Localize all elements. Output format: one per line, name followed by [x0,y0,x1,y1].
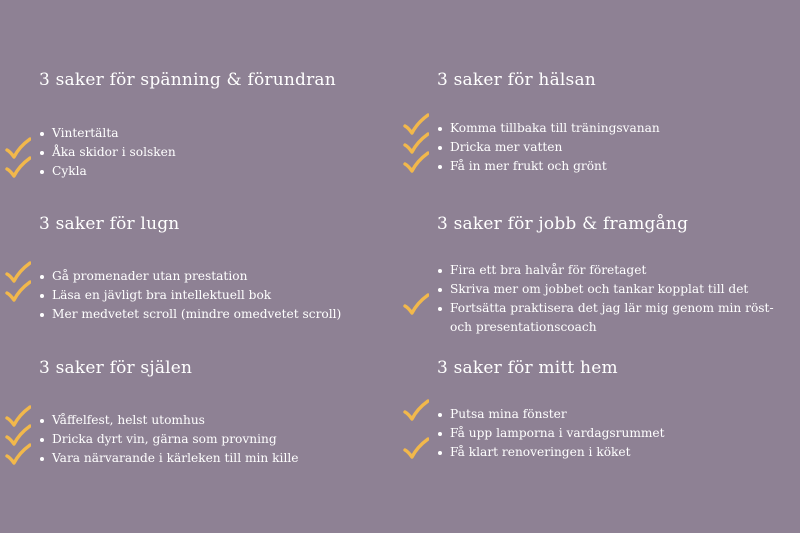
section-title: 3 saker för lugn [39,214,180,234]
list-item [39,162,176,181]
list-item [437,424,665,443]
item-text: Få upp lamporna i vardagsrummet [450,426,665,440]
list-item [437,280,780,299]
section-title: 3 saker för jobb & framgång [437,214,689,234]
item-list [437,119,660,176]
item-text: Få in mer frukt och grönt [450,159,607,173]
list-item [437,299,780,337]
checkmark-icon [5,443,31,467]
list-item [39,267,341,286]
section-title: 3 saker för själen [39,358,193,378]
item-text: Gå promenader utan prestation [52,269,248,283]
item-text: Åka skidor i solsken [52,145,176,159]
list-item [437,405,665,424]
item-text: Vintertälta [52,126,119,140]
section-soul [39,358,299,465]
item-text: Cykla [52,164,87,178]
list-item [437,443,665,462]
item-text: Mer medvetet scroll (mindre omedvetet scroll) [52,307,342,321]
section-calm [39,214,342,321]
item-list [437,261,780,337]
list-item [39,411,298,430]
list-item [39,449,298,468]
item-text: Putsa mina fönster [450,407,567,421]
section-title: 3 saker för hälsan [437,70,596,90]
item-text: Komma tillbaka till träningsvanan [450,121,660,135]
list-item [39,430,298,449]
section-work [437,214,774,334]
list-item [437,157,660,176]
checkmark-icon [403,437,429,461]
item-list [39,124,176,181]
item-text: Få klart renoveringen i köket [450,445,631,459]
item-list [39,411,298,468]
item-text: Fira ett bra halvår för företaget [450,263,647,277]
list-item [39,286,341,305]
list-item [437,138,660,157]
item-text: Dricka dyrt vin, gärna som provning [52,432,277,446]
checkmark-icon [5,280,31,304]
item-text: Läsa en jävligt bra intellektuell bok [52,288,272,302]
section-title: 3 saker för spänning & förundran [39,70,336,90]
section-health [437,70,660,173]
item-text: Vara närvarande i kärleken till min kille [52,451,299,465]
item-text: Fortsätta praktisera det jag lär mig genom min röst- och presentationscoach [450,301,774,334]
checkmark-icon [403,293,429,317]
checkmark-icon [5,156,31,180]
item-text: Dricka mer vatten [450,140,563,154]
list-item [437,119,660,138]
item-text: Skriva mer om jobbet och tankar kopplat till det [450,282,749,296]
list-item [437,261,780,280]
item-list [39,267,341,324]
list-item [39,143,176,162]
checkmark-icon [403,151,429,175]
list-item [39,124,176,143]
section-title: 3 saker för mitt hem [437,358,618,378]
item-text: Våffelfest, helst utomhus [52,413,205,427]
item-list [437,405,665,462]
list-item [39,305,341,324]
section-excitement [39,70,336,178]
section-home [437,358,665,459]
checkmark-icon [403,399,429,423]
